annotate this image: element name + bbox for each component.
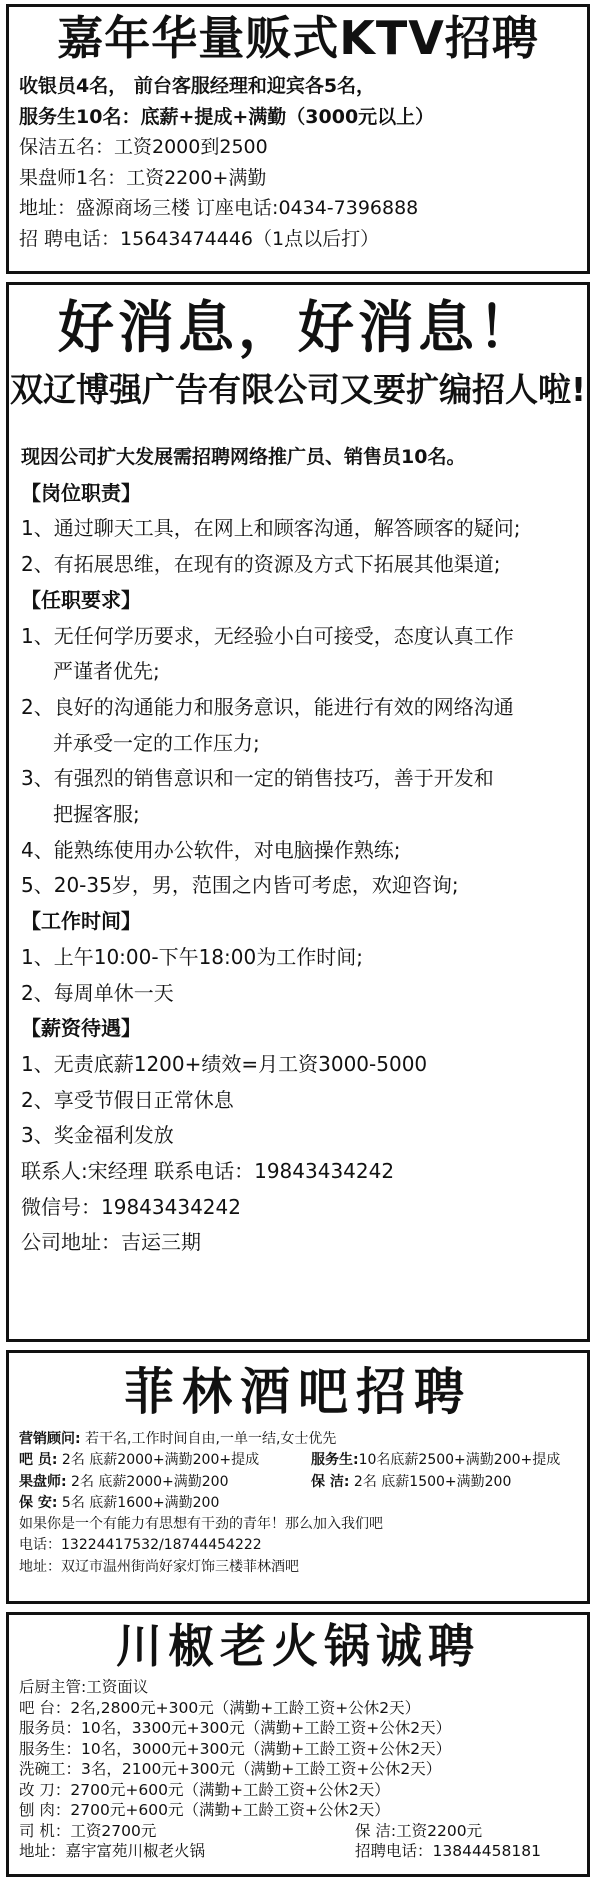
ad-line: 3、奖金福利发放 <box>21 1123 174 1148</box>
ad-line: 服务员：10名，3300元+300元（满勤+工龄工资+公休2天） <box>19 1719 452 1737</box>
ad-title: 菲林酒吧招聘 <box>124 1363 472 1421</box>
section-heading: 【薪资待遇】 <box>21 1016 141 1041</box>
ad-line: 吧 台：2名,2800元+300元（满勤+工龄工资+公休2天） <box>19 1698 421 1717</box>
ad-line <box>9 1472 587 1493</box>
job-label: 吧 员: <box>19 1452 58 1469</box>
ad-line <box>9 1429 587 1450</box>
address-line: 公司地址：吉运三期 <box>21 1230 201 1255</box>
cell <box>311 1450 560 1471</box>
ad-title: 川椒老火锅诚聘 <box>116 1619 480 1673</box>
ad-line: 1、无责底薪1200+绩效=月工资3000-5000 <box>21 1051 428 1076</box>
job-label: 保 安: <box>19 1494 58 1511</box>
job-detail: 2名 底薪2000+满勤200+提成 <box>57 1452 260 1469</box>
ad-line: 招 聘电话：15643474446（1点以后打） <box>19 227 380 250</box>
cell <box>19 1450 311 1471</box>
ad-line: 4、能熟练使用办公软件，对电脑操作熟练; <box>21 837 401 862</box>
cell: 司 机：工资2700元 <box>19 1821 157 1840</box>
ad-line: 服务生：10名，3000元+300元（满勤+工龄工资+公休2天） <box>19 1739 452 1758</box>
ad-line: 1、上午10:00-下午18:00为工作时间; <box>21 944 363 969</box>
ad-line: 洗碗工：3名，2100元+300元（满勤+工龄工资+公休2天） <box>19 1760 442 1778</box>
cell: 保 洁:工资2200元 <box>355 1821 483 1840</box>
ad-line: 2、享受节假日正常休息 <box>21 1087 234 1112</box>
address-line: 地址：双辽市温州街尚好家灯饰三楼菲林酒吧 <box>19 1558 299 1575</box>
job-detail: 2名 底薪2000+满勤200 <box>66 1473 229 1490</box>
ad-title: 好消息，好消息！ <box>58 296 538 361</box>
job-detail: 若干名,工作时间自由,一单一结,女士优先 <box>80 1431 337 1447</box>
phone-line: 电话：13224417532/18744454222 <box>19 1537 262 1554</box>
cell <box>19 1472 311 1493</box>
ktv-recruitment-ad <box>6 4 590 274</box>
ad-line: 2、良好的沟通能力和服务意识，能进行有效的网络沟通 <box>21 694 514 719</box>
section-heading: 【岗位职责】 <box>21 480 141 505</box>
ad-line: 服务生10名：底薪+提成+满勤（3000元以上） <box>19 105 435 128</box>
job-detail: 10名底薪2500+满勤200+提成 <box>358 1452 561 1469</box>
ad-intro: 现因公司扩大发展需招聘网络推广员、销售员10名。 <box>21 446 466 468</box>
contact-line: 联系人:宋经理 联系电话：19843434242 <box>21 1159 395 1184</box>
section-heading: 【任职要求】 <box>21 587 141 612</box>
ad-subtitle: 双辽博强广告有限公司又要扩编招人啦! <box>9 370 587 409</box>
ad-line: 2、有拓展思维，在现有的资源及方式下拓展其他渠道; <box>21 552 501 577</box>
ad-line: 1、无任何学历要求，无经验小白可接受，态度认真工作 <box>21 623 514 648</box>
ad-line: 把握客服; <box>53 802 140 827</box>
ad-line: 改 刀：2700元+600元（满勤+工龄工资+公休2天） <box>19 1780 390 1799</box>
ad-line <box>9 1493 587 1514</box>
ad-line: 2、每周单休一天 <box>21 980 174 1005</box>
job-detail: 2名 底薪1500+满勤200 <box>349 1473 512 1490</box>
ad-line: 如果你是一个有能力有思想有干劲的青年！那么加入我们吧 <box>19 1516 383 1533</box>
feilin-bar-recruitment-ad <box>6 1350 590 1604</box>
ad-line: 地址：盛源商场三楼 订座电话:0434-7396888 <box>19 197 419 219</box>
section-heading: 【工作时间】 <box>21 909 141 934</box>
ad-line: 3、有强烈的销售意识和一定的销售技巧，善于开发和 <box>21 766 494 791</box>
ad-line: 保洁五名：工资2000到2500 <box>19 136 268 158</box>
ad-line <box>9 1450 587 1471</box>
cell: 地址：嘉宇富苑川椒老火锅 <box>19 1842 206 1860</box>
ad-line: 后厨主管:工资面议 <box>19 1678 149 1696</box>
phone-cell: 招聘电话：13844458181 <box>355 1842 541 1860</box>
ad-line: 5、20-35岁，男，范围之内皆可考虑，欢迎咨询; <box>21 873 459 898</box>
ad-line: 收银员4名， 前台客服经理和迎宾各5名， <box>19 75 376 97</box>
ad-line: 并承受一定的工作压力; <box>53 730 260 755</box>
ad-line <box>9 1841 587 1862</box>
job-label: 营销顾问: <box>19 1431 81 1447</box>
ad-line: 果盘师1名：工资2200+满勤 <box>19 166 267 189</box>
job-label: 果盘师: <box>19 1473 67 1490</box>
chuanjiao-hotpot-recruitment-ad <box>6 1612 590 1877</box>
ad-title: 嘉年华量贩式KTV招聘 <box>57 11 539 65</box>
wechat-line: 微信号：19843434242 <box>21 1194 241 1219</box>
cell <box>311 1472 511 1493</box>
job-detail: 5名 底薪1600+满勤200 <box>57 1494 220 1511</box>
job-label: 保 洁: <box>311 1473 350 1490</box>
ad-line <box>9 1821 587 1842</box>
job-label: 服务生: <box>311 1452 359 1469</box>
ad-line: 严谨者优先; <box>53 659 160 684</box>
boqiang-recruitment-ad <box>6 282 590 1342</box>
ad-line: 刨 肉：2700元+600元（满勤+工龄工资+公休2天） <box>19 1801 390 1819</box>
ad-line: 1、通过聊天工具，在网上和顾客沟通，解答顾客的疑问; <box>21 516 521 541</box>
